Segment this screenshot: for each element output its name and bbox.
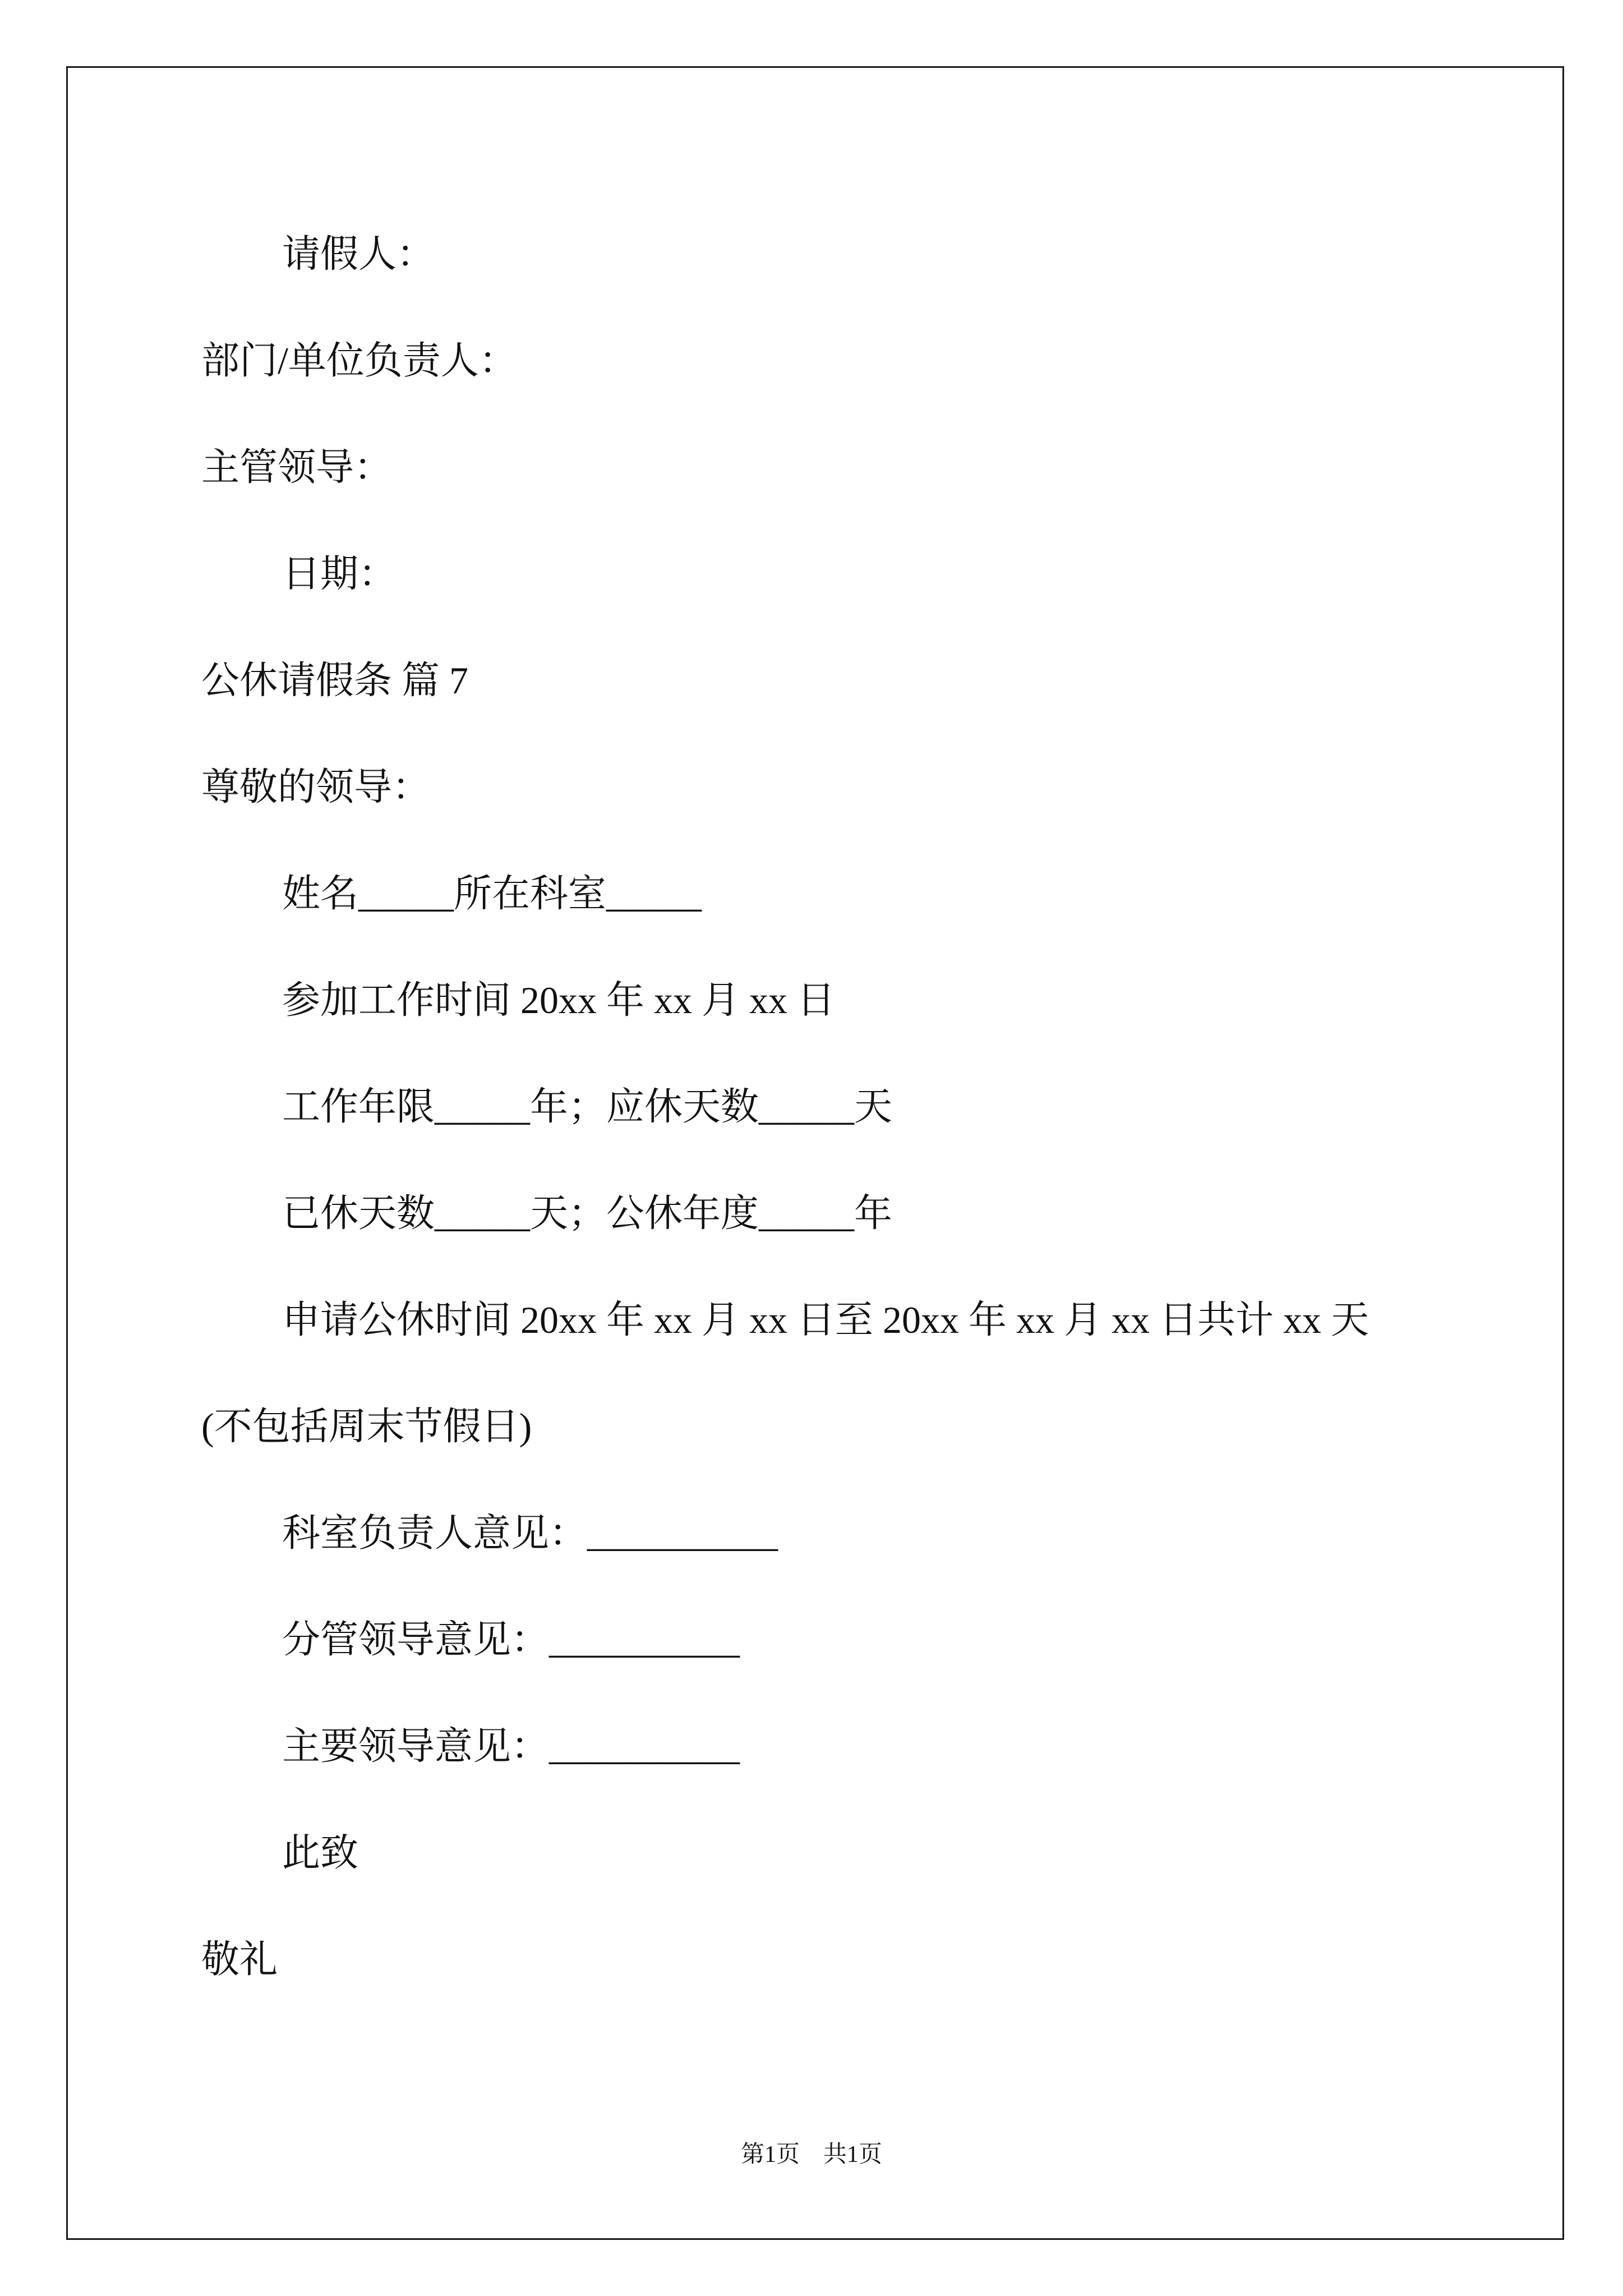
- date-line: 日期：: [282, 553, 397, 595]
- work-start-date: 参加工作时间 20xx 年 xx 月 xx 日: [282, 979, 836, 1022]
- department-head-signature-line: 部门/单位负责人：: [201, 339, 517, 382]
- chief-leader-opinion: 主要领导意见：__________: [282, 1725, 740, 1768]
- page-number: 第1页 共1页: [740, 2142, 882, 2168]
- name-department-field: 姓名_____所在科室_____: [282, 872, 702, 915]
- closing-phrase: 此致: [282, 1832, 359, 1874]
- document-body: [0, 201, 1623, 2013]
- salutation: 尊敬的领导：: [201, 766, 431, 808]
- used-days-leave-year: 已休天数_____天；公休年度_____年: [282, 1192, 893, 1235]
- work-years-entitled-days: 工作年限_____年；应休天数_____天: [282, 1085, 893, 1128]
- department-head-opinion: 科室负责人意见：__________: [282, 1512, 778, 1554]
- applicant-signature-line: 请假人：: [282, 233, 435, 275]
- closing-regards: 敬礼: [201, 1938, 278, 1981]
- leave-period-request: 申请公休时间 20xx 年 xx 月 xx 日至 20xx 年 xx 月 xx 日共计 xx 天: [282, 1299, 1370, 1341]
- leave-period-note: (不包括周末节假日): [201, 1405, 532, 1448]
- deputy-leader-opinion: 分管领导意见：__________: [282, 1618, 740, 1661]
- supervisor-signature-line: 主管领导：: [201, 446, 393, 489]
- section-title: 公休请假条 篇 7: [201, 659, 469, 702]
